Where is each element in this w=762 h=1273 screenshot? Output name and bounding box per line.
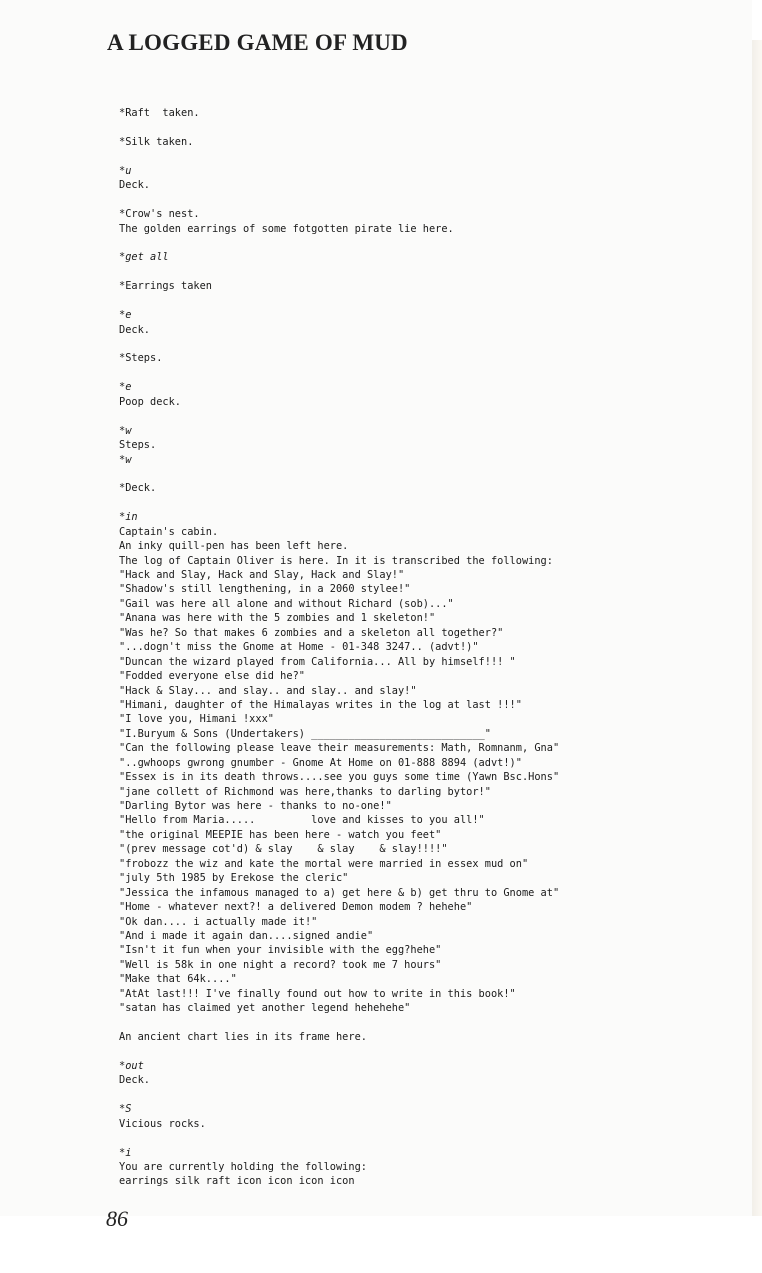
log-line: "Can the following please leave their measurements: Math, Romnanm, Gna" — [119, 742, 560, 755]
page-title: A LOGGED GAME OF MUD — [107, 30, 408, 55]
log-line: "Ok dan.... i actually made it!" — [119, 915, 318, 928]
log-line: "frobozz the wiz and kate the mortal were married in essex mud on" — [119, 857, 529, 870]
log-line: *Deck. — [119, 482, 157, 495]
log-line: Steps. — [119, 439, 157, 452]
log-blank-line — [119, 496, 739, 510]
log-command: *out — [119, 1059, 144, 1072]
log-line: "satan has claimed yet another legend hehehehe" — [119, 1002, 411, 1015]
log-line: "(prev message cot'd) & slay & slay & slay!!!!" — [119, 843, 448, 856]
log-line: "jane collett of Richmond was here,thanks to darling bytor!" — [119, 785, 491, 798]
log-blank-line — [119, 193, 739, 207]
log-line: Deck. — [119, 179, 150, 192]
log-line: "Duncan the wizard played from California... All by himself!!! " — [119, 655, 516, 668]
log-command: *w — [119, 453, 132, 466]
log-blank-line — [119, 265, 739, 279]
log-line: *Raft taken. — [119, 107, 200, 119]
log-blank-line — [119, 1131, 739, 1145]
log-blank-line — [119, 120, 739, 134]
log-blank-line — [119, 366, 739, 380]
log-line: "Well is 58k in one night a record? took me 7 hours" — [119, 958, 442, 971]
log-blank-line — [119, 337, 739, 351]
log-line: "Anana was here with the 5 zombies and 1 skeleton!" — [119, 612, 436, 625]
log-line: "july 5th 1985 by Erekose the cleric" — [119, 872, 349, 885]
log-line: "..gwhoops gwrong gnumber - Gnome At Home on 01-888 8894 (advt!)" — [119, 756, 522, 769]
log-line: An inky quill-pen has been left here. — [119, 540, 349, 553]
log-line: The log of Captain Oliver is here. In it is transcribed the following: — [119, 554, 553, 567]
page-edge — [752, 40, 762, 1216]
log-line: "Shadow's still lengthening, in a 2060 stylee!" — [119, 583, 411, 596]
page-number: 86 — [106, 1206, 128, 1231]
log-line: Captain's cabin. — [119, 525, 219, 538]
log-command: *i — [119, 1146, 132, 1159]
log-line: The golden earrings of some fotgotten pirate lie here. — [119, 222, 454, 235]
log-line: "Jessica the infamous managed to a) get here & b) get thru to Gnome at" — [119, 886, 560, 899]
log-line: "Fodded everyone else did he?" — [119, 670, 305, 683]
log-command: *S — [119, 1103, 132, 1116]
log-command: *e — [119, 381, 132, 394]
log-blank-line — [119, 149, 739, 163]
log-line: "AtAt last!!! I've finally found out how to write in this book!" — [119, 987, 516, 1000]
log-command: *e — [119, 309, 132, 322]
log-line: Poop deck. — [119, 395, 181, 408]
log-blank-line — [119, 294, 739, 308]
log-line: Deck. — [119, 323, 150, 336]
log-blank-line — [119, 1044, 739, 1058]
log-line: "Make that 64k...." — [119, 973, 237, 986]
log-blank-line — [119, 409, 739, 423]
log-line: "Hack & Slay... and slay.. and slay.. and slay!" — [119, 684, 417, 697]
log-line: You are currently holding the following: — [119, 1160, 367, 1173]
log-command: *get all — [119, 251, 169, 264]
log-command: *in — [119, 511, 138, 524]
log-line: "And i made it again dan....signed andie" — [119, 929, 374, 942]
log-line: *Crow's nest. — [119, 208, 200, 221]
log-blank-line — [119, 236, 739, 250]
log-line: "Hello from Maria..... love and kisses to you all!" — [119, 814, 485, 827]
log-line: "Was he? So that makes 6 zombies and a skeleton all together?" — [119, 626, 504, 639]
log-line: Deck. — [119, 1074, 150, 1087]
log-line: "Essex is in its death throws....see you guys some time (Yawn Bsc.Hons" — [119, 771, 560, 784]
log-line: "Gail was here all alone and without Richard (sob)..." — [119, 597, 454, 610]
log-line: "...dogn't miss the Gnome at Home - 01-348 3247.. (advt!)" — [119, 641, 479, 654]
log-line: "Darling Bytor was here - thanks to no-one!" — [119, 800, 392, 812]
log-blank-line — [119, 1088, 739, 1102]
log-line: *Earrings taken — [119, 280, 212, 293]
log-line: *Silk taken. — [119, 135, 194, 148]
log-line: "I.Buryum & Sons (Undertakers) ____________________________" — [119, 727, 491, 740]
log-line: "the original MEEPIE has been here - watch you feet" — [119, 828, 442, 841]
log-blank-line — [119, 1016, 739, 1030]
log-line: "Himani, daughter of the Himalayas writes in the log at last !!!" — [119, 698, 522, 711]
log-command: *u — [119, 164, 132, 177]
log-line: earrings silk raft icon icon icon icon — [119, 1175, 355, 1188]
log-blank-line — [119, 467, 739, 481]
log-command: *w — [119, 424, 132, 437]
log-line: "I love you, Himani !xxx" — [119, 713, 274, 726]
game-log — [119, 106, 739, 1189]
log-line: *Steps. — [119, 352, 163, 365]
log-line: Vicious rocks. — [119, 1117, 206, 1130]
log-line: "Isn't it fun when your invisible with the egg?hehe" — [119, 944, 442, 957]
log-line: "Hack and Slay, Hack and Slay, Hack and Slay!" — [119, 569, 405, 581]
log-line: An ancient chart lies in its frame here. — [119, 1031, 367, 1043]
log-line: "Home - whatever next?! a delivered Demon modem ? hehehe" — [119, 901, 473, 914]
